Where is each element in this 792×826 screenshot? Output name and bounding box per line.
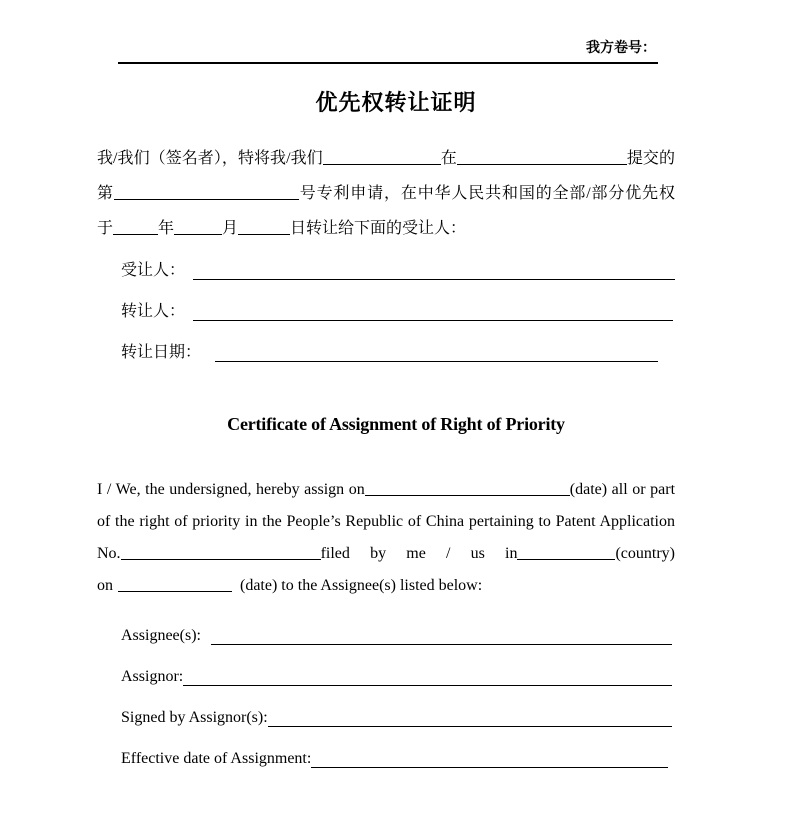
cn-assignor-blank-line [193, 320, 673, 321]
en-effective-date-blank-line [311, 767, 668, 768]
cn-assignee-blank-line [193, 279, 675, 280]
cn-para-text: 第 [97, 185, 114, 202]
en-para-text: No. [97, 545, 121, 562]
en-assignees-blank-line [211, 644, 672, 645]
en-effective-date-field-row [121, 750, 668, 768]
en-paragraph-line-2 [97, 512, 675, 531]
en-effective-date-label: Effective date of Assignment: [121, 750, 312, 767]
en-para-text: (country) [615, 545, 675, 562]
blank-month-line [174, 234, 222, 235]
en-signed-by-assignor-label: Signed by Assignor(s): [121, 709, 268, 726]
en-assignor-label: Assignor: [121, 668, 184, 685]
cn-assignee-field-row [121, 262, 675, 280]
cn-assignor-field-row [121, 303, 673, 321]
blank-assignment-date-line [365, 495, 570, 496]
docket-number-label: 我方卷号： [586, 41, 656, 56]
cn-assignment-date-field-row [121, 344, 658, 362]
en-assignor-blank-line [183, 685, 672, 686]
en-signed-by-assignor-blank-line [268, 726, 672, 727]
en-assignor-field-row [121, 668, 672, 686]
en-paragraph-line-4 [97, 576, 675, 595]
cn-paragraph-line-1 [97, 149, 675, 168]
en-para-text: I / We, the undersigned, hereby assign on [97, 481, 365, 498]
en-para-text: of the right of priority in the People’s Republic of China pertaining to Patent Application [97, 513, 675, 530]
en-para-text: (date) to the Assignee(s) listed below: [240, 577, 483, 594]
cn-assignment-date-blank-line [215, 361, 658, 362]
blank-applicant-name-line [323, 164, 441, 165]
cn-paragraph-line-3 [97, 219, 675, 238]
blank-day-line [238, 234, 290, 235]
english-title: Certificate of Assignment of Right of Priority [227, 414, 565, 434]
chinese-title: 优先权转让证明 [315, 90, 477, 115]
en-para-text: on [97, 577, 113, 594]
blank-application-number-line [114, 199, 299, 200]
en-assignees-label: Assignee(s): [121, 627, 201, 644]
en-para-text: (date) all or part [569, 481, 676, 498]
docket-number-line [118, 45, 658, 64]
cn-assignment-date-label: 转让日期： [121, 344, 202, 361]
en-para-text: filed by me / us in [320, 545, 518, 562]
cn-para-text: 月 [222, 220, 239, 237]
cn-para-text: 我/我们（签名者），特将我/我们 [97, 150, 323, 167]
en-paragraph-line-1 [97, 480, 675, 499]
cn-assignor-label: 转让人： [121, 303, 186, 320]
en-paragraph-line-3 [97, 544, 675, 563]
blank-application-number-line-en [121, 559, 321, 560]
cn-para-text: 年 [158, 220, 175, 237]
cn-para-text: 提交的 [626, 150, 675, 167]
en-assignees-field-row [121, 627, 672, 645]
cn-para-text: 日转让给下面的受让人： [290, 220, 467, 237]
cn-assignee-label: 受让人： [121, 262, 186, 279]
cn-para-text: 在 [440, 150, 457, 167]
blank-year-line [113, 234, 158, 235]
en-signed-by-assignor-field-row [121, 709, 672, 727]
cn-paragraph-line-2 [97, 184, 675, 203]
cn-para-text: 号专利申请，在中华人民共和国的全部/部分优先权 [298, 185, 675, 202]
blank-filing-country-line [457, 164, 627, 165]
blank-filing-date-line-en [118, 591, 232, 592]
cn-para-text: 于 [97, 220, 114, 237]
blank-country-line-en [517, 559, 615, 560]
